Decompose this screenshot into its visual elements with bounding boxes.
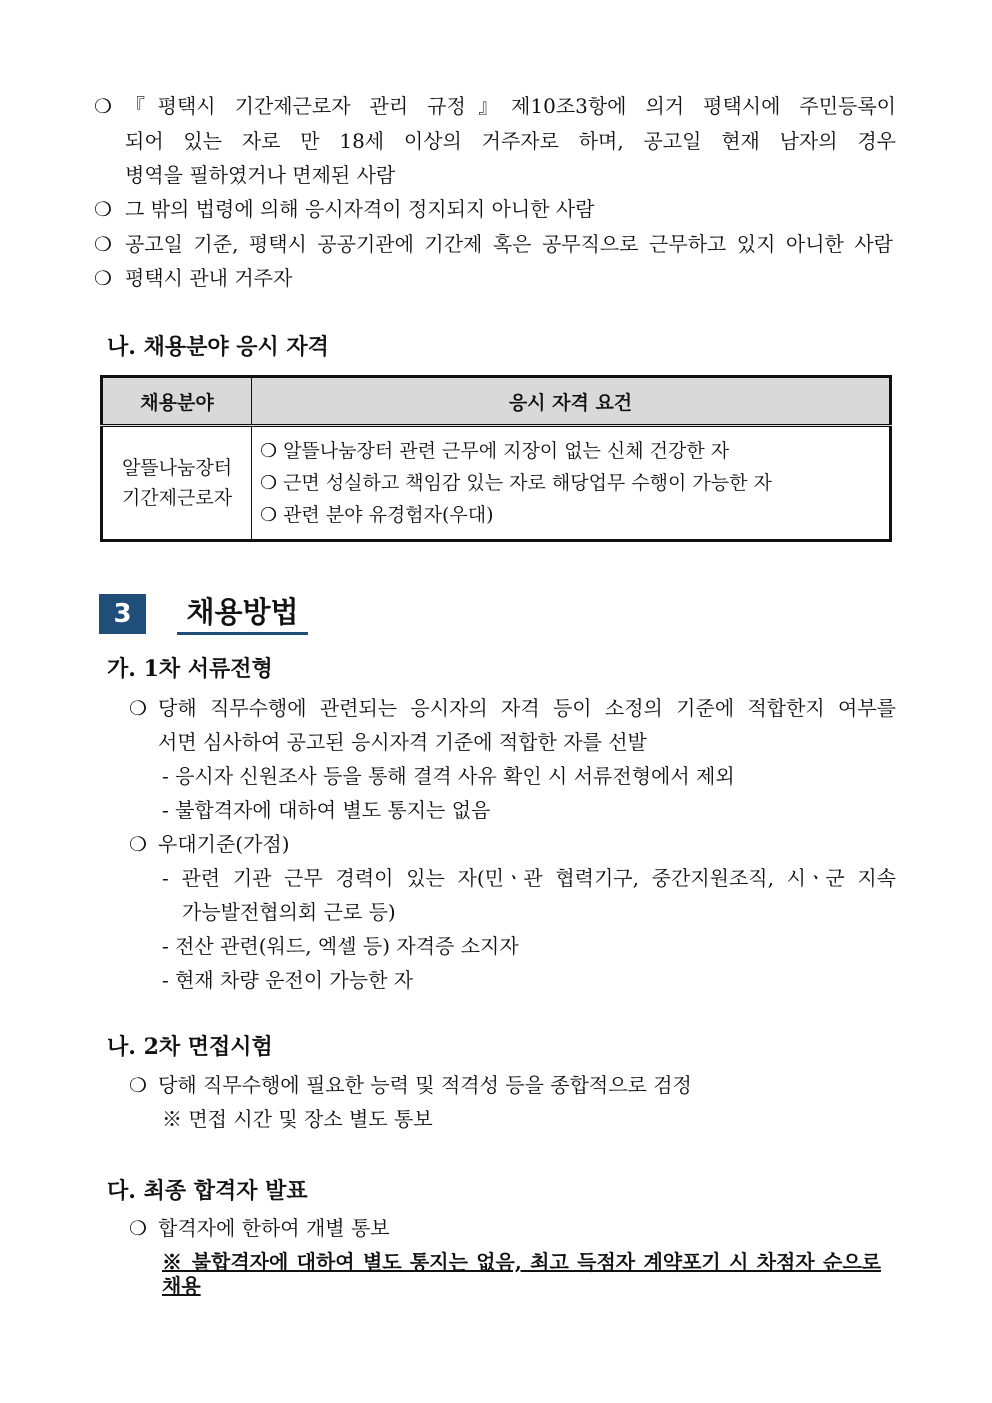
table-header-requirements: 응시 자격 요건 [252,377,891,426]
sub-item: - 전산 관련(워드, 엑셀 등) 자격증 소지자 [162,934,519,958]
step-heading: 다. 최종 합격자 발표 [107,1178,308,1204]
step-heading: 나. 2차 면접시험 [107,1034,273,1060]
step-text-line: 합격자에 한하여 개별 통보 [158,1216,390,1240]
requirement-item: ❍ 알뜰나눔장터 관련 근무에 지장이 없는 신체 건강한 자 [260,440,730,462]
eligibility-line: 그 밖의 법령에 의해 응시자격이 정지되지 아니한 사람 [125,197,595,221]
step-text-line: 당해 직무수행에 관련되는 응시자의 자격 등이 소정의 기준에 적합한지 여부를 [158,696,896,720]
section-number-badge: 3 [99,594,146,634]
eligibility-line: 『평택시 기간제근로자 관리 규정』제10조3항에 의거 평택시에 주민등록이 [125,94,896,118]
sub-item: - 응시자 신원조사 등을 통해 결격 사유 확인 시 서류전형에서 제외 [162,764,735,788]
table-header-row [102,377,891,426]
important-note: ※ 불합격자에 대하여 별도 통지는 없음, 최고 득점자 계약포기 시 차점자 순으로 채용 [162,1250,881,1298]
eligibility-line: 공고일 기준, 평택시 공공기관에 기간제 혹은 공무직으로 근무하고 있지 아니한 사람 [125,232,893,256]
section-heading: 나. 채용분야 응시 자격 [107,334,329,360]
sub-item: - 불합격자에 대하여 별도 통지는 없음 [162,798,491,822]
table-row [102,426,891,541]
note: ※ 면접 시간 및 장소 별도 통보 [162,1107,433,1131]
bullet-circle: ❍ [129,696,147,720]
requirement-item: ❍ 근면 성실하고 책임감 있는 자로 해당업무 수행이 가능한 자 [260,472,772,494]
bullet-circle: ❍ [94,197,112,221]
sub-item-continued: 가능발전협의회 근로 등) [182,900,396,924]
bullet-circle: ❍ [129,832,147,856]
bullet-circle: ❍ [94,94,112,118]
step-text-line: 우대기준(가점) [158,832,290,856]
bullet-circle: ❍ [94,266,112,290]
field-line: 알뜰나눔장터 [121,457,233,479]
table-header-field: 채용분야 [102,377,252,426]
field-line: 기간제근로자 [121,487,233,509]
table-cell-requirements [252,426,891,541]
step-heading: 가. 1차 서류전형 [107,656,273,682]
step-text-line: 당해 직무수행에 필요한 능력 및 적격성 등을 종합적으로 검정 [158,1073,692,1097]
requirement-item: ❍ 관련 분야 유경험자(우대) [260,504,494,526]
table-cell-field [102,426,252,541]
qualification-table [100,375,892,542]
eligibility-line: 평택시 관내 거주자 [125,266,293,290]
section-title: 채용방법 [177,592,308,635]
eligibility-line: 되어 있는 자로 만 18세 이상의 거주자로 하며, 공고일 현재 남자의 경우 [125,129,896,153]
sub-item: - 현재 차량 운전이 가능한 자 [162,968,414,992]
bullet-circle: ❍ [129,1216,147,1240]
bullet-circle: ❍ [129,1073,147,1097]
step-text-line: 서면 심사하여 공고된 응시자격 기준에 적합한 자를 선발 [158,730,647,754]
sub-item: - 관련 기관 근무 경력이 있는 자(민ㆍ관 협력기구, 중간지원조직, 시ㆍ군 지속 [162,866,896,890]
eligibility-line: 병역을 필하였거나 면제된 사람 [125,163,396,187]
bullet-circle: ❍ [94,232,112,256]
